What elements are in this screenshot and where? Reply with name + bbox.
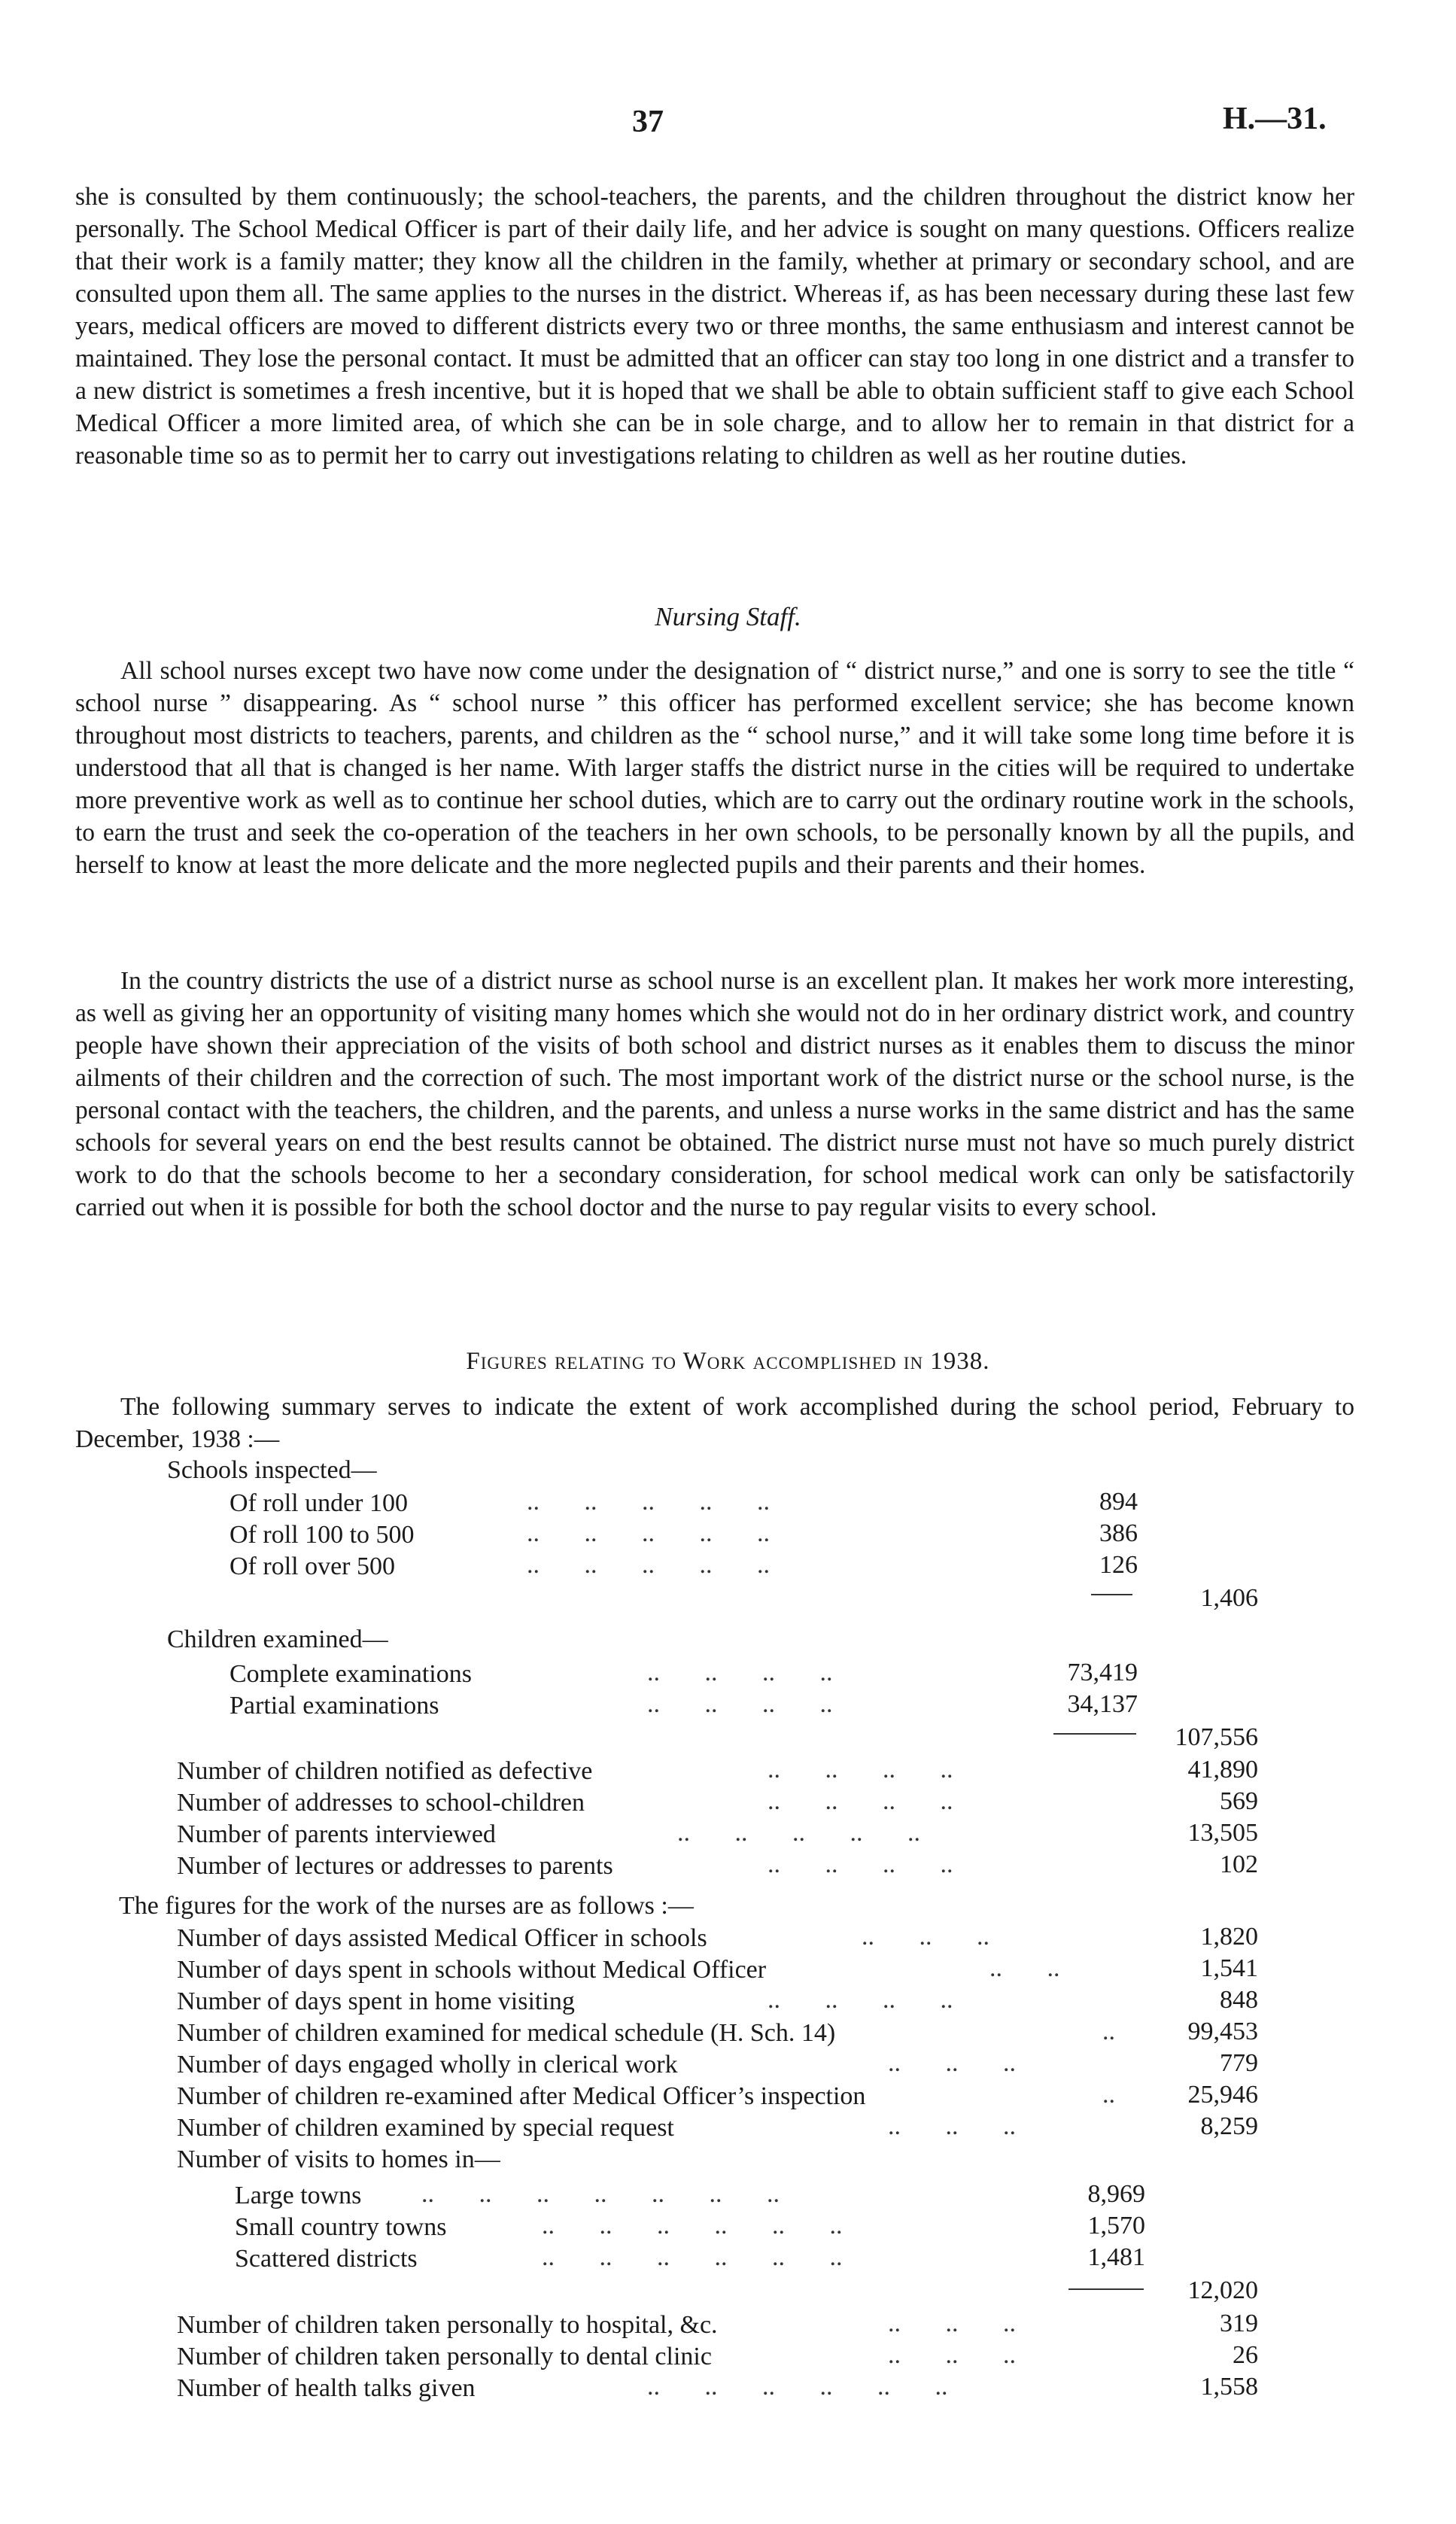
stat-value: 569 (1220, 1787, 1258, 1815)
stat-value: 25,946 (1187, 2081, 1258, 2109)
leader-dots: .. .. .. .. .. (527, 1551, 770, 1579)
section-title-nursing-staff: Nursing Staff. (655, 602, 801, 631)
leader-dots: .. .. .. (888, 2341, 1016, 2369)
nurses-intro: The figures for the work of the nurses are as follows :— (119, 1892, 694, 1920)
schools-heading: Schools inspected— (167, 1456, 377, 1484)
leader-dots: .. .. .. .. .. .. (542, 2212, 843, 2240)
stat-value: 1,820 (1200, 1923, 1258, 1951)
leader-dots: .. (1102, 2081, 1115, 2109)
stat-value: 99,453 (1187, 2018, 1258, 2045)
stat-label: Number of children re-examined after Medical Officer’s inspection (177, 2082, 866, 2110)
stat-label: Scattered districts (235, 2245, 418, 2273)
document-reference: H.—31. (1223, 102, 1327, 136)
stat-label: Complete examinations (229, 1660, 472, 1688)
stat-label: Number of children taken personally to dental clinic (177, 2343, 712, 2370)
stat-label: Number of health talks given (177, 2374, 476, 2402)
stat-label: Number of days engaged wholly in clerical work (177, 2051, 678, 2078)
stat-value: 126 (1099, 1551, 1138, 1579)
leader-dots: .. .. .. .. .. .. (542, 2243, 843, 2271)
stat-label: Number of children notified as defective (177, 1757, 593, 1785)
schools-total: 1,406 (1200, 1584, 1258, 1612)
stat-label: Number of children examined by special request (177, 2114, 674, 2142)
stat-label: Large towns (235, 2182, 362, 2209)
stat-label: Small country towns (235, 2213, 447, 2241)
stat-value: 319 (1220, 2310, 1258, 2337)
stat-value: 848 (1220, 1986, 1258, 2014)
leader-dots: .. .. (989, 1954, 1060, 1982)
stat-label: Of roll over 500 (229, 1552, 396, 1580)
subtotal-rule (1053, 1733, 1136, 1735)
leader-dots: .. .. .. .. .. .. .. (421, 2180, 780, 2208)
stat-label: Number of lectures or addresses to parents (177, 1852, 613, 1880)
stat-label: Number of days assisted Medical Officer in schools (177, 1924, 707, 1952)
paragraph-nursing-staff: All school nurses except two have now come under the designation of “ district nurse,” and one is sorry to see the title “ school nurse ” disappearing. As “ school nurse ” this officer has performed excellent service; she has become known throughout most districts to teachers, parents, and children as the “ school nurse,” and it will take some long time before it is understood that all that is changed is her name. With larger staffs the district nurse in the cities will be required to undertake more preventive work as well as to continue her school duties, which are to carry out the ordinary routine work in the schools, to earn the trust and seek the co-operation of the teachers in her own schools, to be personally known by all the pupils, and herself to know at least the more delicate and the more neglected pupils and their parents and their homes. (75, 657, 1354, 879)
leader-dots: .. .. .. .. (768, 1986, 953, 2014)
stat-label: Number of days spent in home visiting (177, 1987, 575, 2015)
stat-value: 34,137 (1067, 1690, 1138, 1718)
leader-dots: .. .. .. .. .. (527, 1519, 770, 1547)
subtotal-rule (1068, 2288, 1144, 2290)
stat-value: 41,890 (1187, 1756, 1258, 1784)
stat-value: 1,558 (1200, 2373, 1258, 2401)
stat-label: Number of parents interviewed (177, 1820, 496, 1848)
summary-intro: The following summary serves to indicate the extent of work accomplished during the school period, February to December, 1938 :— (75, 1393, 1354, 1453)
leader-dots: .. .. .. (888, 2049, 1016, 2077)
stat-value: 1,481 (1087, 2243, 1145, 2271)
leader-dots: .. .. .. (862, 1923, 989, 1951)
paragraph-continuation: she is consulted by them continuously; the school-teachers, the parents, and the children throughout the district know her personally. The School Medical Officer is part of their daily life, and her advice is sought on many questions. Officers realize that their work is a family matter; they know all the children in the family, whether at primary or secondary school, and are consulted upon them all. The same applies to the nurses in the district. Whereas if, as has been necessary during these last few years, medical officers are moved to different districts every two or three months, the same enthusiasm and interest cannot be maintained. They lose the personal contact. It must be admitted that an officer can stay too long in one district and a transfer to a new district is sometimes a fresh incentive, but it is hoped that we shall be able to obtain sufficient staff to give each School Medical Officer a more limited area, of which she can be in sole charge, and to allow her to remain in that district for a reasonable time so as to permit her to carry out investigations relating to children as well as her routine duties. (75, 183, 1354, 470)
stat-value: 779 (1220, 2049, 1258, 2077)
leader-dots: .. .. .. .. .. (677, 1819, 920, 1847)
subtotal-rule (1091, 1594, 1132, 1595)
paragraph-country-districts: In the country districts the use of a district nurse as school nurse is an excellent plan. It makes her work more interesting, as well as giving her an opportunity of visiting many homes which she would not do in her ordinary district work, and country people have shown their appreciation of the visits of both school and district nurses as it enables them to discuss the minor ailments of their children and the correction of such. The most important work of the district nurse or the school nurse, is the personal contact with the teachers, the children, and the parents, and unless a nurse works in the same district and has the same schools for several years on end the best results cannot be obtained. The district nurse must not have so much purely district work to do that the schools become to her a secondary consideration, for school medical work can only be satisfactorily carried out when it is possible for both the school doctor and the nurse to pay regular visits to every school. (75, 967, 1354, 1221)
stat-value: 8,969 (1087, 2180, 1145, 2208)
leader-dots: .. .. .. .. (768, 1756, 953, 1784)
stat-value: 102 (1220, 1850, 1258, 1878)
stat-value: 1,541 (1200, 1954, 1258, 1982)
leader-dots: .. .. .. .. (768, 1850, 953, 1878)
stat-value: 894 (1099, 1488, 1138, 1516)
leader-dots: .. .. .. .. (768, 1787, 953, 1815)
stat-label: Number of days spent in schools without Medical Officer (177, 1956, 767, 1984)
children-total: 107,556 (1175, 1723, 1258, 1751)
stat-value: 73,419 (1067, 1659, 1138, 1686)
page-number: 37 (632, 105, 664, 139)
stat-value: 1,570 (1087, 2212, 1145, 2240)
stat-value: 386 (1099, 1519, 1138, 1547)
visits-total: 12,020 (1187, 2276, 1258, 2304)
stat-label: Partial examinations (229, 1692, 439, 1720)
leader-dots: .. (1102, 2018, 1115, 2045)
stat-label: Number of children examined for medical schedule (H. Sch. 14) (177, 2019, 836, 2047)
section-title-figures: Figures relating to Work accomplished in 1938. (466, 1348, 990, 1375)
leader-dots: .. .. .. (888, 2112, 1016, 2140)
stat-value: 8,259 (1200, 2112, 1258, 2140)
children-heading: Children examined— (167, 1625, 388, 1653)
stat-value: 13,505 (1187, 1819, 1258, 1847)
leader-dots: .. .. .. .. (647, 1659, 833, 1686)
stat-label: Number of children taken personally to hospital, &c. (177, 2311, 718, 2339)
stat-label: Number of addresses to school-children (177, 1789, 585, 1817)
stat-label: Of roll under 100 (229, 1489, 409, 1517)
visits-heading: Number of visits to homes in— (177, 2145, 500, 2173)
leader-dots: .. .. .. .. .. (527, 1488, 770, 1516)
stat-label: Of roll 100 to 500 (229, 1521, 415, 1549)
leader-dots: .. .. .. (888, 2310, 1016, 2337)
stat-value: 26 (1233, 2341, 1258, 2369)
leader-dots: .. .. .. .. .. .. (647, 2373, 948, 2401)
leader-dots: .. .. .. .. (647, 1690, 833, 1718)
